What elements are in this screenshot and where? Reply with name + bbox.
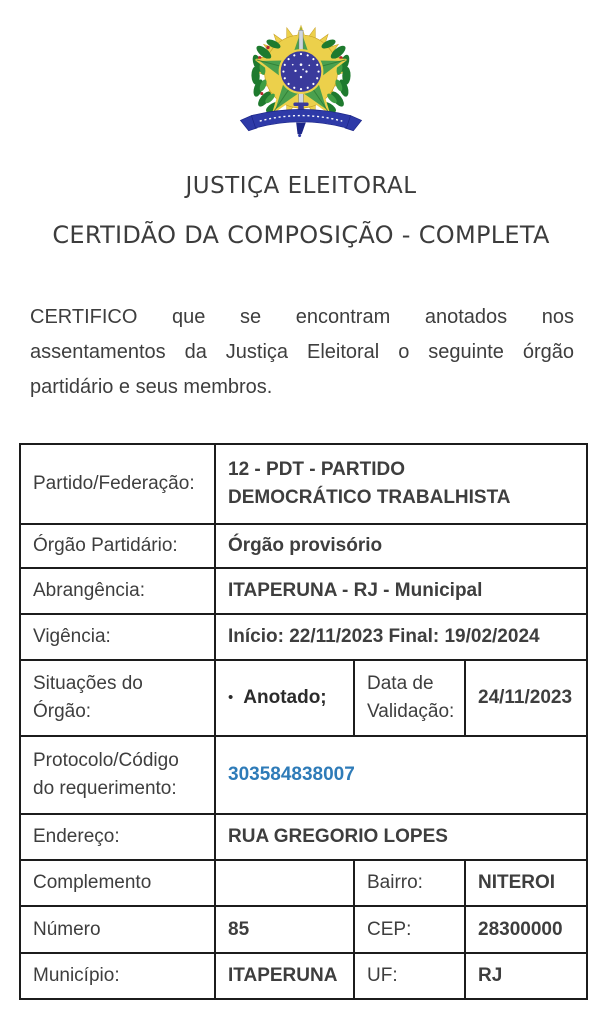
table-row-endereco bbox=[20, 814, 587, 860]
table-row-numero bbox=[20, 906, 587, 953]
municipio-value: ITAPERUNA bbox=[215, 953, 354, 999]
situacoes-label: Situações do Órgão: bbox=[20, 660, 215, 736]
numero-label: Número bbox=[20, 906, 215, 953]
abrangencia-value: ITAPERUNA - RJ - Municipal bbox=[215, 568, 587, 614]
table-row-partido bbox=[20, 444, 587, 524]
complemento-label: Complemento bbox=[20, 860, 215, 906]
data-validacao-label: Data de Validação: bbox=[354, 660, 465, 736]
orgao-partidario-label: Órgão Partidário: bbox=[20, 524, 215, 568]
situacoes-status-cell bbox=[215, 660, 354, 736]
bullet-icon: • bbox=[228, 689, 234, 706]
statement-line-1: CERTIFICO que se encontram anotados nos bbox=[30, 306, 574, 328]
endereco-label: Endereço: bbox=[20, 814, 215, 860]
brazil-coat-of-arms-icon bbox=[231, 22, 371, 139]
data-validacao-value: 24/11/2023 bbox=[465, 660, 587, 736]
table-row-abrangencia bbox=[20, 568, 587, 614]
certificate-statement bbox=[30, 300, 574, 405]
protocolo-value-cell bbox=[215, 736, 587, 814]
uf-value: RJ bbox=[465, 953, 587, 999]
page-title: JUSTIÇA ELEITORAL bbox=[185, 173, 417, 199]
bairro-label: Bairro: bbox=[354, 860, 465, 906]
table-row-protocolo bbox=[20, 736, 587, 814]
orgao-partidario-value: Órgão provisório bbox=[215, 524, 587, 568]
party-details-table bbox=[19, 443, 588, 1000]
municipio-label: Município: bbox=[20, 953, 215, 999]
complemento-value bbox=[215, 860, 354, 906]
table-row-vigencia bbox=[20, 614, 587, 660]
statement-line-3: partidário e seus membros. bbox=[30, 376, 273, 398]
bairro-value: NITEROI bbox=[465, 860, 587, 906]
numero-value: 85 bbox=[215, 906, 354, 953]
cep-value: 28300000 bbox=[465, 906, 587, 953]
partido-value: 12 - PDT - PARTIDO DEMOCRÁTICO TRABALHISTA bbox=[215, 444, 587, 524]
table-row-complemento bbox=[20, 860, 587, 906]
cep-label: CEP: bbox=[354, 906, 465, 953]
situacoes-status: Anotado; bbox=[243, 687, 327, 708]
abrangencia-label: Abrangência: bbox=[20, 568, 215, 614]
statement-line-2: assentamentos da Justiça Eleitoral o seguinte órgão bbox=[30, 341, 574, 363]
protocolo-number-link[interactable]: 303584838007 bbox=[228, 764, 355, 785]
table-row-municipio bbox=[20, 953, 587, 999]
partido-label: Partido/Federação: bbox=[20, 444, 215, 524]
table-row-orgao-partidario bbox=[20, 524, 587, 568]
protocolo-label: Protocolo/Código do requerimento: bbox=[20, 736, 215, 814]
endereco-value: RUA GREGORIO LOPES bbox=[215, 814, 587, 860]
emblem-container bbox=[0, 22, 602, 144]
vigencia-value: Início: 22/11/2023 Final: 19/02/2024 bbox=[215, 614, 587, 660]
vigencia-label: Vigência: bbox=[20, 614, 215, 660]
table-row-situacoes bbox=[20, 660, 587, 736]
page-subtitle: CERTIDÃO DA COMPOSIÇÃO - COMPLETA bbox=[52, 221, 550, 249]
uf-label: UF: bbox=[354, 953, 465, 999]
